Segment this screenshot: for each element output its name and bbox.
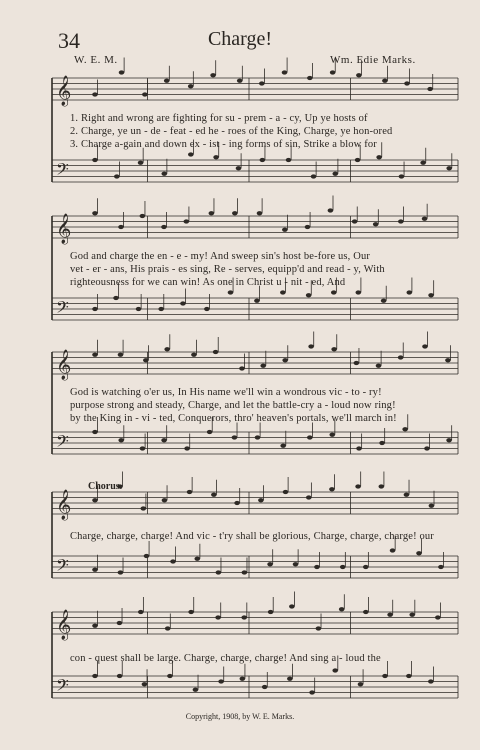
bass-note: [407, 290, 413, 294]
treble-note: [215, 615, 221, 619]
bass-note: [406, 674, 412, 678]
treble-note: [232, 211, 238, 215]
bass-note: [428, 293, 434, 297]
treble-note: [354, 361, 360, 365]
bass-note: [254, 299, 260, 303]
bass-note: [170, 559, 176, 563]
page-number: 34: [58, 28, 80, 53]
bass-note: [332, 668, 338, 672]
treble-note: [422, 217, 428, 221]
bass-note: [286, 158, 292, 162]
hymn-title: Charge!: [207, 28, 273, 50]
treble-note: [330, 70, 336, 74]
treble-note: [92, 92, 98, 96]
bass-note: [402, 427, 408, 431]
bass-note: [144, 554, 150, 558]
lyric-line-s2-v2: vet - er - ans, His prais - es sing, Re - serves, equipp'd and read - y, With: [70, 264, 385, 275]
bass-note: [416, 551, 422, 555]
bass-clef: 𝄢: [56, 675, 69, 699]
bass-note: [306, 293, 312, 297]
bass-note: [340, 565, 346, 569]
treble-note: [435, 615, 441, 619]
treble-note: [191, 353, 197, 357]
bass-note: [118, 438, 124, 442]
treble-note: [237, 79, 243, 83]
treble-note: [138, 610, 144, 614]
lyric-line-s3-v2: purpose strong and steady, Charge, and let the battle-cry a - loud now ring!: [70, 400, 396, 411]
bass-clef: 𝄢: [56, 555, 69, 579]
bass-clef: 𝄢: [56, 297, 69, 321]
treble-note: [373, 222, 379, 226]
treble-note: [257, 211, 263, 215]
bass-note: [118, 570, 124, 574]
bass-note: [293, 562, 299, 566]
treble-clef: 𝄞: [56, 350, 72, 380]
bass-note: [92, 568, 98, 572]
bass-note: [113, 296, 119, 300]
music-credit: Wm. Edie Marks.: [330, 54, 416, 66]
bass-note: [216, 570, 222, 574]
bass-note: [117, 674, 123, 678]
lyric-line-s1-v3: 3. Charge a-gain and down ex - ist - ing forms of sin, Strike a blow for: [70, 139, 377, 150]
treble-note: [92, 624, 98, 628]
bass-note: [399, 174, 405, 178]
treble-note: [427, 87, 433, 91]
bass-note: [92, 430, 98, 434]
bass-note: [207, 430, 213, 434]
treble-note: [92, 353, 98, 357]
bass-note: [193, 688, 199, 692]
bass-note: [329, 433, 335, 437]
lyric-line-chorus-2: con - quest shall be large. Charge, charge, charge! And sing a - loud the: [70, 653, 381, 664]
bass-note: [314, 565, 320, 569]
treble-note: [259, 81, 265, 85]
bass-note: [92, 674, 98, 678]
bass-note: [228, 290, 234, 294]
treble-note: [404, 81, 410, 85]
treble-note: [376, 364, 382, 368]
treble-note: [352, 219, 358, 223]
bass-clef: 𝄢: [56, 431, 69, 455]
bass-note: [428, 679, 434, 683]
bass-note: [382, 674, 388, 678]
bass-note: [92, 158, 98, 162]
treble-note: [356, 73, 362, 77]
bass-note: [114, 174, 120, 178]
treble-note: [308, 344, 314, 348]
bass-note: [232, 435, 238, 439]
bass-note: [136, 307, 142, 311]
bass-note: [376, 155, 382, 159]
bass-note: [280, 444, 286, 448]
treble-note: [398, 219, 404, 223]
treble-note: [234, 501, 240, 505]
treble-note: [387, 613, 393, 617]
bass-note: [280, 290, 286, 294]
treble-note: [164, 79, 170, 83]
lyric-line-s3-v3: by the King in - vi - ted, Conquerors, thro' heaven's portals, we'll march in!: [70, 413, 397, 424]
bass-clef: 𝄢: [56, 159, 69, 183]
treble-note: [282, 358, 288, 362]
treble-note: [92, 211, 98, 215]
treble-note: [164, 347, 170, 351]
treble-clef: 𝄞: [56, 490, 72, 520]
treble-note: [188, 84, 194, 88]
treble-note: [258, 498, 264, 502]
lyric-line-s1-v2: 2. Charge, ye un - de - feat - ed he - roes of the King, Charge, ye hon-ored: [70, 126, 393, 137]
treble-note: [210, 73, 216, 77]
bass-note: [262, 685, 268, 689]
bass-note: [267, 562, 273, 566]
bass-note: [180, 301, 186, 305]
treble-note: [268, 610, 274, 614]
bass-note: [188, 152, 194, 156]
treble-note: [422, 344, 428, 348]
bass-note: [309, 690, 315, 694]
treble-note: [187, 490, 193, 494]
treble-note: [429, 504, 435, 508]
bass-note: [92, 307, 98, 311]
treble-note: [141, 506, 147, 510]
treble-note: [92, 498, 98, 502]
treble-note: [140, 214, 146, 218]
bass-note: [379, 441, 385, 445]
treble-clef: 𝄞: [56, 76, 72, 106]
bass-note: [161, 438, 167, 442]
copyright-notice: Copyright, 1908, by W. E. Marks.: [185, 712, 295, 721]
treble-note: [316, 626, 322, 630]
bass-note: [446, 166, 452, 170]
treble-note: [331, 347, 337, 351]
treble-note: [398, 355, 404, 359]
treble-note: [328, 208, 334, 212]
treble-note: [355, 484, 361, 488]
treble-note: [161, 225, 167, 229]
bass-note: [420, 161, 426, 165]
lyric-line-s3-v1: God is watching o'er us, In His name we'll win a wondrous vic - to - ry!: [70, 387, 382, 398]
lyric-line-s2-v1: God and charge the en - e - my! And sweep sin's host be-fore us, Our: [70, 251, 370, 262]
treble-note: [162, 498, 168, 502]
bass-note: [142, 682, 148, 686]
treble-note: [213, 350, 219, 354]
bass-note: [194, 557, 200, 561]
treble-clef: 𝄞: [56, 214, 72, 244]
bass-note: [204, 307, 210, 311]
treble-note: [143, 358, 149, 362]
treble-note: [119, 70, 125, 74]
lyric-line-chorus-1: Charge, charge, charge! And vic - t'ry shall be glorious, Charge, charge, charge! our: [70, 531, 434, 542]
bass-note: [138, 161, 144, 165]
bass-note: [356, 446, 362, 450]
bass-note: [363, 565, 369, 569]
treble-note: [118, 353, 124, 357]
treble-note: [260, 364, 266, 368]
bass-note: [236, 166, 242, 170]
treble-note: [209, 211, 215, 215]
treble-note: [184, 219, 190, 223]
treble-note: [445, 358, 451, 362]
bass-note: [255, 435, 261, 439]
bass-note: [358, 682, 364, 686]
bass-note: [167, 674, 173, 678]
bass-note: [213, 155, 219, 159]
treble-note: [329, 487, 335, 491]
treble-note: [339, 607, 345, 611]
bass-note: [381, 299, 387, 303]
bass-note: [260, 158, 266, 162]
treble-note: [382, 79, 388, 83]
bass-note: [332, 172, 338, 176]
treble-note: [409, 613, 415, 617]
bass-note: [242, 570, 248, 574]
treble-note: [239, 366, 245, 370]
bass-note: [184, 446, 190, 450]
treble-note: [188, 610, 194, 614]
bass-note: [355, 158, 361, 162]
bass-note: [158, 307, 164, 311]
bass-note: [311, 174, 317, 178]
bass-note: [240, 677, 246, 681]
treble-note: [379, 484, 385, 488]
treble-note: [241, 615, 247, 619]
treble-note: [142, 92, 148, 96]
treble-note: [165, 626, 171, 630]
treble-note: [282, 70, 288, 74]
bass-note: [356, 290, 362, 294]
bass-note: [140, 446, 146, 450]
lyric-line-s1-v1: 1. Right and wrong are fighting for su - prem - a - cy, Up ye hosts of: [70, 113, 368, 124]
lyric-line-s2-v3: righteousness for we can win! As one in Christ u - nit - ed, And: [70, 277, 346, 288]
treble-clef: 𝄞: [56, 610, 72, 640]
treble-note: [118, 225, 124, 229]
words-credit: W. E. M.: [74, 54, 118, 66]
bass-note: [287, 677, 293, 681]
bass-note: [390, 548, 396, 552]
treble-note: [289, 604, 295, 608]
treble-note: [404, 493, 410, 497]
bass-note: [161, 172, 167, 176]
treble-note: [306, 495, 312, 499]
chorus-label: Chorus.: [88, 481, 123, 492]
treble-note: [211, 493, 217, 497]
bass-note: [438, 565, 444, 569]
bass-note: [446, 438, 452, 442]
treble-note: [307, 76, 313, 80]
bass-note: [424, 446, 430, 450]
treble-note: [305, 225, 311, 229]
treble-note: [363, 610, 369, 614]
bass-note: [218, 679, 224, 683]
treble-note: [283, 490, 289, 494]
treble-note: [117, 621, 123, 625]
bass-note: [307, 435, 313, 439]
bass-note: [331, 290, 337, 294]
treble-note: [282, 228, 288, 232]
